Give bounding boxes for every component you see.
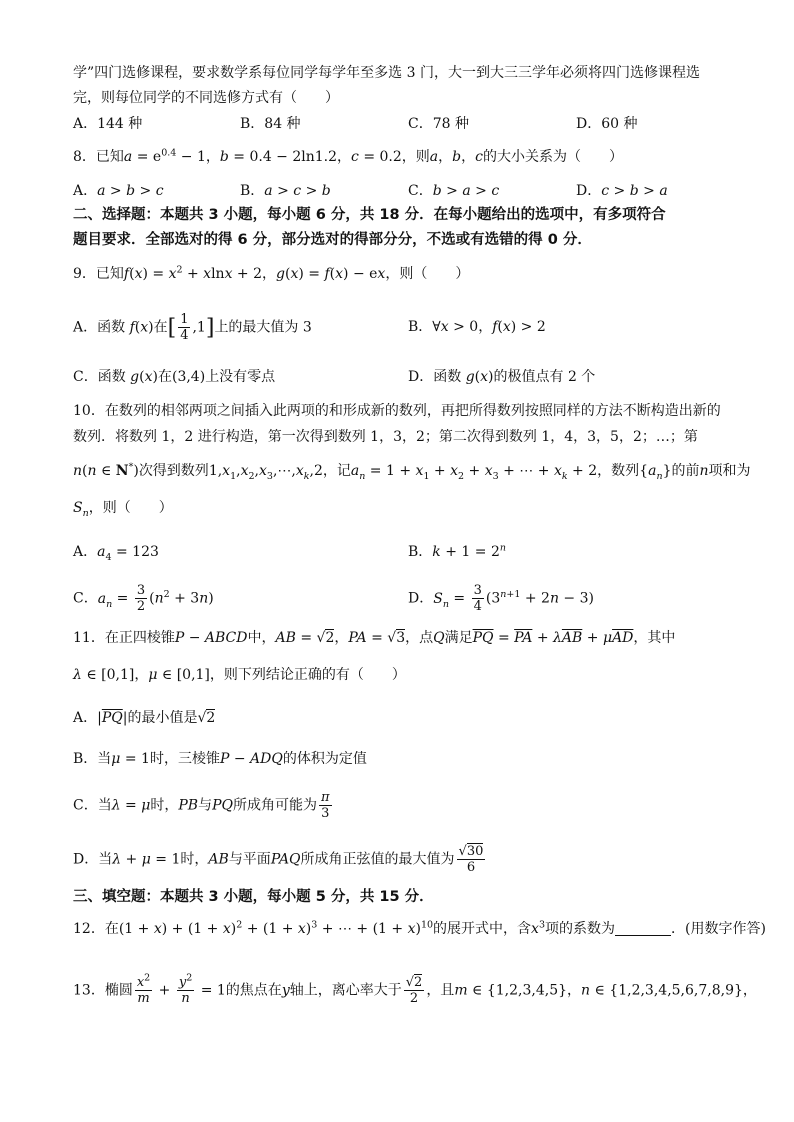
q11-option-b: B．当μ = 1时，三棱锥P − ADQ的体积为定值 (73, 751, 367, 767)
q9-stem: 9．已知$f(x) = x^2 + xlnx + 2$，g(x) = f(x) − ex，则（ ） (73, 264, 470, 282)
q9-option-a: A．函数 f(x)在[ $\frac{1}{4}$ ,1]上的最大值为 3 (73, 312, 312, 343)
q8-option-b: B．a > c > b (240, 183, 331, 199)
q10-option-c: C．$a_n$ = $\frac{3}{2}$ $(n^2 + 3n)$ (73, 583, 214, 614)
q10-line3: n(n ∈ N*)次得到数列$1,x_1,x_2,x_3,\cdots,x_k,2$，记$a_n = 1 + x_1 + x_2 + x_3$ + ⋯ + $x_k + 2$，数列$\{a_n\}$的前n项和为 (73, 461, 751, 482)
q10-option-a: A．$a_4 = 123$ (73, 544, 159, 563)
q13-stem: 13．椭圆 $\frac{x^2}{m}$ + $\frac{y^2}{n}$ = 1的焦点在y轴上，离心率大于 $\frac{√2}{2}$ ，且m ∈ {1,2,3,4,5}，n ∈ {1,2,3,4,5,6,7,8,9}， (73, 972, 757, 1006)
q7-option-b: B．84 种 (240, 116, 301, 132)
q7-option-c: C．78 种 (408, 116, 469, 132)
q7-line1: 学”四门选修课程，要求数学系每位同学每学年至多选 3 门，大一到大三三学年必须将四门选修课程选 (73, 65, 700, 81)
q8-option-a: A．a > b > c (73, 183, 164, 199)
q8-option-d: D．c > b > a (576, 183, 668, 199)
section-2-title-line2: 题目要求．全部选对的得 6 分，部分选对的得部分分，不选或有选错的得 0 分． (73, 232, 592, 248)
q9-option-d: D．函数 g(x)的极值点有 2 个 (408, 369, 596, 385)
section-3-title: 三、填空题：本题共 3 小题，每小题 5 分，共 15 分． (73, 889, 434, 905)
answer-blank (615, 921, 671, 936)
q11-option-a: A．$|\overline{PQ}|$的最小值是√2 (73, 710, 216, 726)
q9-option-b: B．∀x > 0，f(x) > 2 (408, 319, 546, 335)
q10-option-d: D．$S_n$ = $\frac{3}{4}$ $(3^{n+1} + 2n - 3)$ (408, 583, 594, 614)
q12-stem: 12．在$(1 + x) + (1 + x)^2 + (1 + x)^3$ + ⋯ + $(1 + x)^{10}$的展开式中，含$x^3$项的系数为 ．(用数字作答) (73, 919, 766, 937)
q7-option-a: A．144 种 (73, 116, 143, 132)
section-2-title-line1: 二、选择题：本题共 3 小题，每小题 6 分，共 18 分．在每小题给出的选项中，有多项符合 (73, 207, 666, 223)
q8-stem: 8．已知$a = e^{0.4} - 1$，b = 0.4 − 2ln1.2，c = 0.2，则a，b，c的大小关系为（ ） (73, 147, 623, 165)
q11-option-d: D．当λ + μ = 1时，AB与平面PAQ所成角正弦值的最大值为 $\frac{√30}{6}$ (73, 844, 484, 875)
q10-option-b: B．$k + 1 = 2^n$ (408, 542, 506, 560)
q7-option-d: D．60 种 (576, 116, 638, 132)
q10-line4: $S_n$，则（ ） (73, 500, 173, 519)
q11-option-c: C．当λ = μ时，PB与PQ所成角可能为 $\frac{\pi}{3}$ (73, 790, 330, 821)
q10-line1: 10．在数列的相邻两项之间插入此两项的和形成新的数列，再把所得数列按照同样的方法不断构造出新的 (73, 403, 721, 419)
q10-line2: 数列．将数列 1，2 进行构造，第一次得到数列 1，3，2；第二次得到数列 1，4，3，5，2；…；第 (73, 429, 698, 445)
q8-option-c: C．b > a > c (408, 183, 500, 199)
q7-line2: 完，则每位同学的不同选修方式有（ ） (73, 90, 339, 106)
q9-option-c: C．函数 g(x)在(3,4)上没有零点 (73, 369, 276, 385)
q11-stem-line2: λ ∈ [0,1]，μ ∈ [0,1]，则下列结论正确的有（ ） (73, 667, 406, 683)
q11-stem-line1: 11．在正四棱锥P − ABCD中，AB = √2，PA = √3，点Q满足$\overline{PQ} = \overline{PA} + \lambda\overline{AB} + \mu\overline{AD}$，其中 (73, 630, 676, 646)
